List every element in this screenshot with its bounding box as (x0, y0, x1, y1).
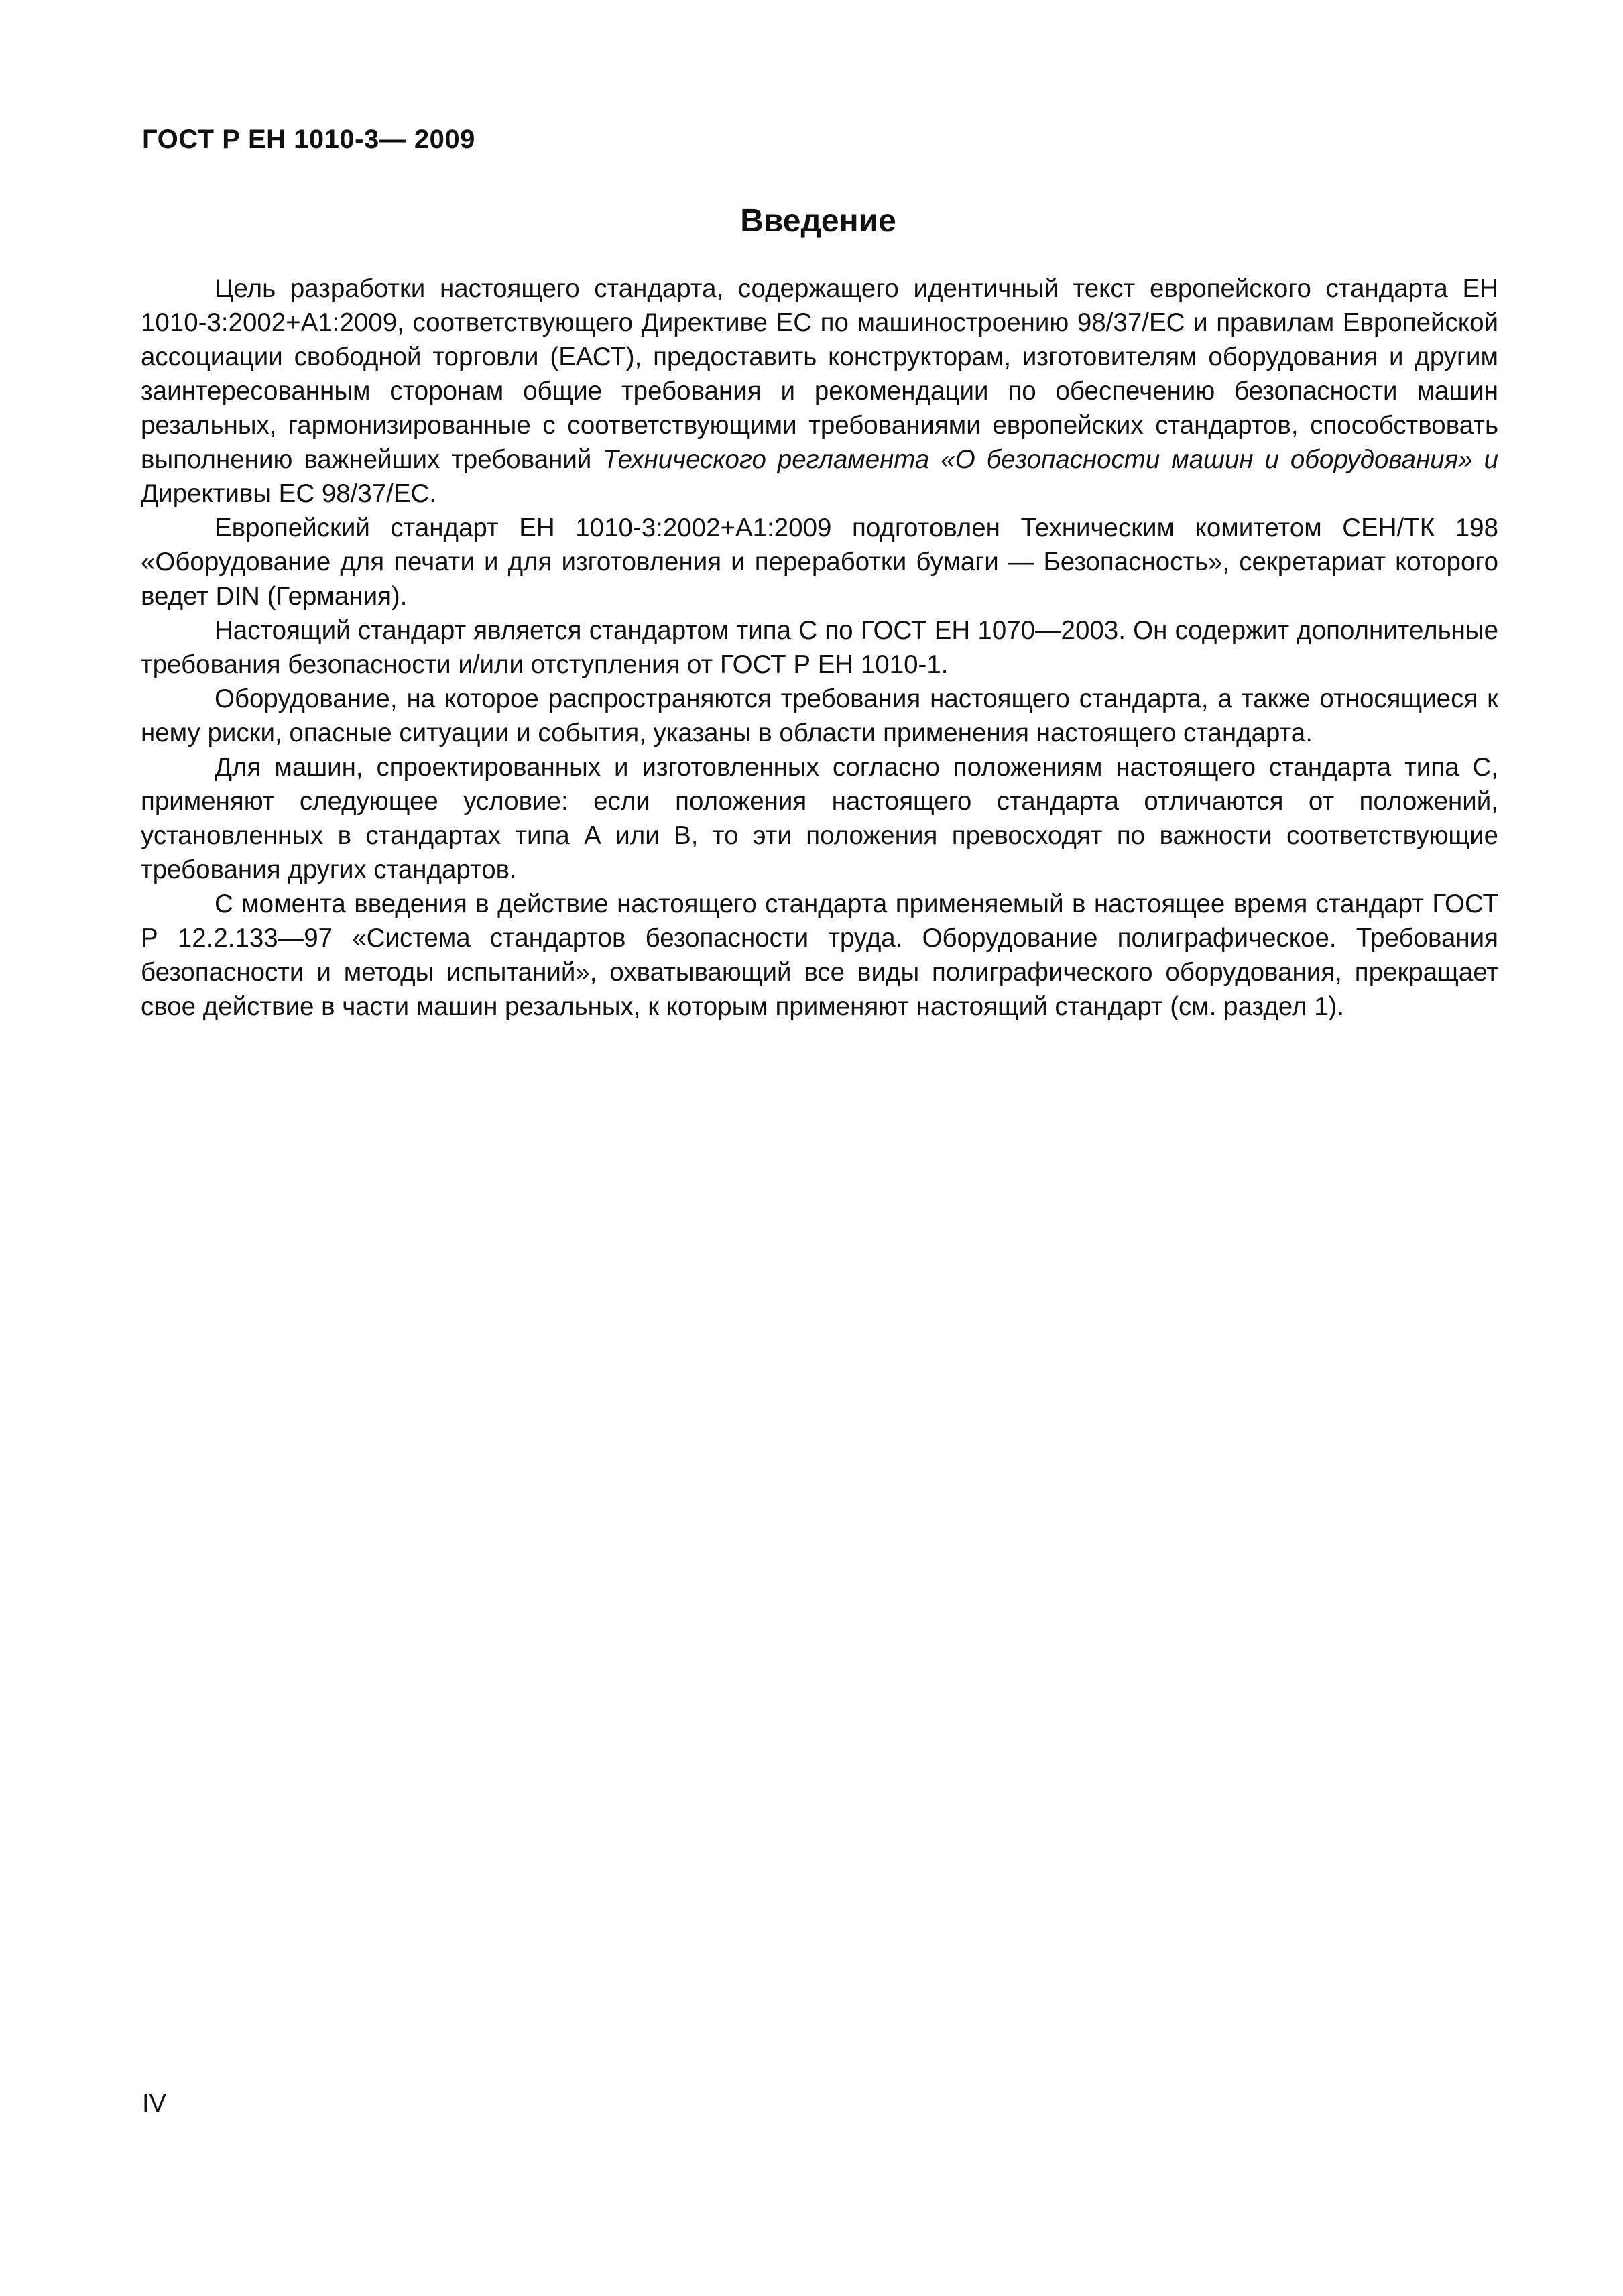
section-title: Введение (740, 203, 896, 239)
paragraph-3: Настоящий стандарт является стандартом типа С по ГОСТ ЕН 1070—2003. Он содержит дополнительные требования безопасности и/или отступления от ГОСТ Р ЕН 1010-1. (141, 616, 1498, 679)
paragraph-2: Европейский стандарт ЕН 1010-3:2002+А1:2009 подготовлен Техническим комитетом СЕН/ТК 198 «Оборудование для печати и для изготовления и переработки бумаги — Безопасность», секретариат которого ведет DIN (Германия). (141, 513, 1498, 611)
paragraph-4: Оборудование, на которое распространяются требования настоящего стандарта, а также относящиеся к нему риски, опасные ситуации и события, указаны в области применения настоящего стандарта. (141, 684, 1498, 747)
body-text (141, 271, 1498, 1024)
paragraph-1 (141, 271, 1498, 511)
page-number: IV (142, 2090, 166, 2118)
paragraph-5: Для машин, спроектированных и изготовленных согласно положениям настоящего стандарта типа С, применяют следующее условие: если положения настоящего стандарта отличаются от положений, установленных в стандартах типа А или В, то эти положения превосходят по важности соответствующие требования других стандартов. (141, 753, 1498, 884)
paragraph-6: С момента введения в действие настоящего стандарта применяемый в настоящее время стандарт ГОСТ Р 12.2.133—97 «Система стандартов безопасности труда. Оборудование полиграфическое. Требования безопасности и методы испытаний», охватывающий все виды полиграфического оборудования, прекращает свое действие в части машин резальных, к которым применяют настоящий стандарт (см. раздел 1). (141, 890, 1498, 1021)
paragraph-1-italic-text: Технического регламента «О безопасности машин и оборудования» и (603, 445, 1498, 474)
paragraph-1-text-end: Директивы ЕС 98/37/ЕС. (141, 479, 437, 508)
paragraph-1-text: Цель разработки настоящего стандарта, содержащего идентичный текст европейского стандарта ЕН 1010-3:2002+А1:2009, соответствующего Директиве ЕС по машиностроению 98/37/ЕС и правилам Европейской ассоциации свободной торговли (ЕАСТ), предоставить конструкторам, изготовителям оборудования и другим заинтересованным сторонам общие требования и рекомендации по обеспечению безопасности машин резальных, гармонизированные с соответствующими требованиями европейских стандартов, способствовать выполнению важнейших требований (141, 274, 1498, 474)
document-code-header: ГОСТ Р ЕН 1010-3— 2009 (142, 125, 475, 154)
